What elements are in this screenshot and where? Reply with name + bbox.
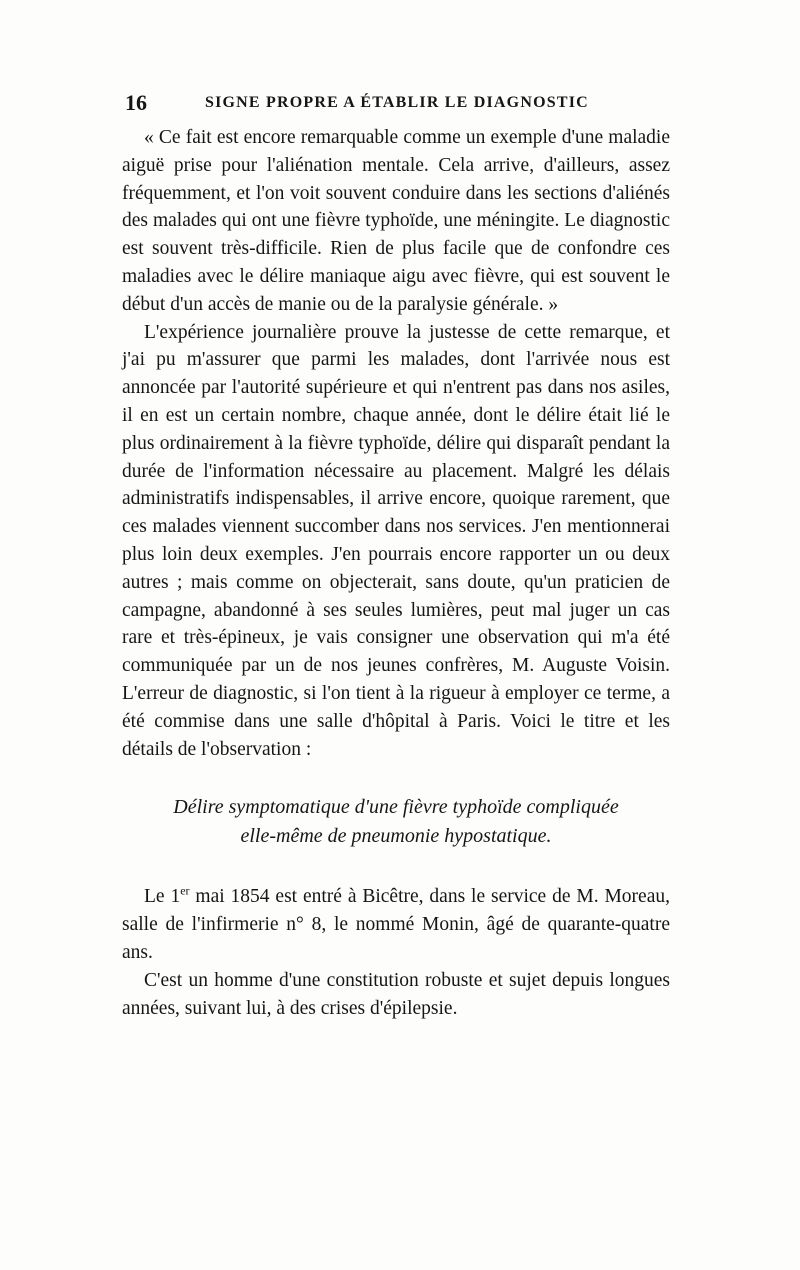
ordinal-suffix: er	[180, 883, 190, 898]
body-paragraph: L'expérience journalière prouve la justesse de cette remarque, et j'ai pu m'assurer que parmi les malades, dont l'arrivée nous est annoncée par l'autorité supérieure et qui n'entrent pas dans nos asiles, il en est un certain nombre, chaque année, dont le délire était lié le plus ordinairement à la fièvre typhoïde, délire qui disparaît pendant la durée de l'information nécessaire au placement. Malgré les délais administratifs indispensables, il arrive encore, quoique rarement, que ces malades viennent succomber dans nos services. J'en mentionnerai plus loin deux exemples. J'en pourrais encore rapporter un ou deux autres ; mais comme on objecterait, sans doute, qu'un praticien de campagne, abandonné à ses seules lumières, peut mal juger un cas rare et très-épineux, je vais consigner une observation qui m'a été communiquée par un de nos jeunes confrères, M. Auguste Voisin. L'erreur de diagnostic, si l'on tient à la rigueur à employer ce terme, a été commise dans une salle d'hôpital à Paris. Voici le titre et les détails de l'observation :	[122, 321, 670, 760]
observation-paragraph-1	[122, 883, 670, 966]
observation-date-start: Le 1	[144, 886, 181, 908]
page-body	[122, 124, 670, 1022]
page-number: 16	[125, 90, 147, 115]
observation-text: mai 1854 est entré à Bicêtre, dans le service de M. Moreau, salle de l'infirmerie n° 8, le nommé Monin, âgé de quarante-quatre ans.	[122, 886, 670, 963]
observation-paragraph-2: C'est un homme d'une constitution robuste et sujet depuis longues années, suivant lui, à des crises d'épilepsie.	[122, 969, 670, 1019]
observation-title-line-2: elle-même de pneumonie hypostatique.	[240, 825, 552, 848]
observation-title-line-1: Délire symptomatique d'une fièvre typhoïde compliquée	[173, 796, 619, 819]
quoted-paragraph: « Ce fait est encore remarquable comme un exemple d'une maladie aiguë prise pour l'aliénation mentale. Cela arrive, d'ailleurs, assez fréquemment, et l'on voit souvent conduire dans les sections d'aliénés des malades qui ont une fièvre typhoïde, une méningite. Le diagnostic est souvent très-difficile. Rien de plus facile que de confondre ces maladies avec le délire maniaque aigu avec fièvre, qui est souvent le début d'un accès de manie ou de la paralysie générale. »	[122, 127, 670, 315]
observation-title	[122, 793, 670, 851]
running-title: SIGNE PROPRE A ÉTABLIR LE DIAGNOSTIC	[205, 94, 589, 111]
page-header	[125, 90, 670, 118]
